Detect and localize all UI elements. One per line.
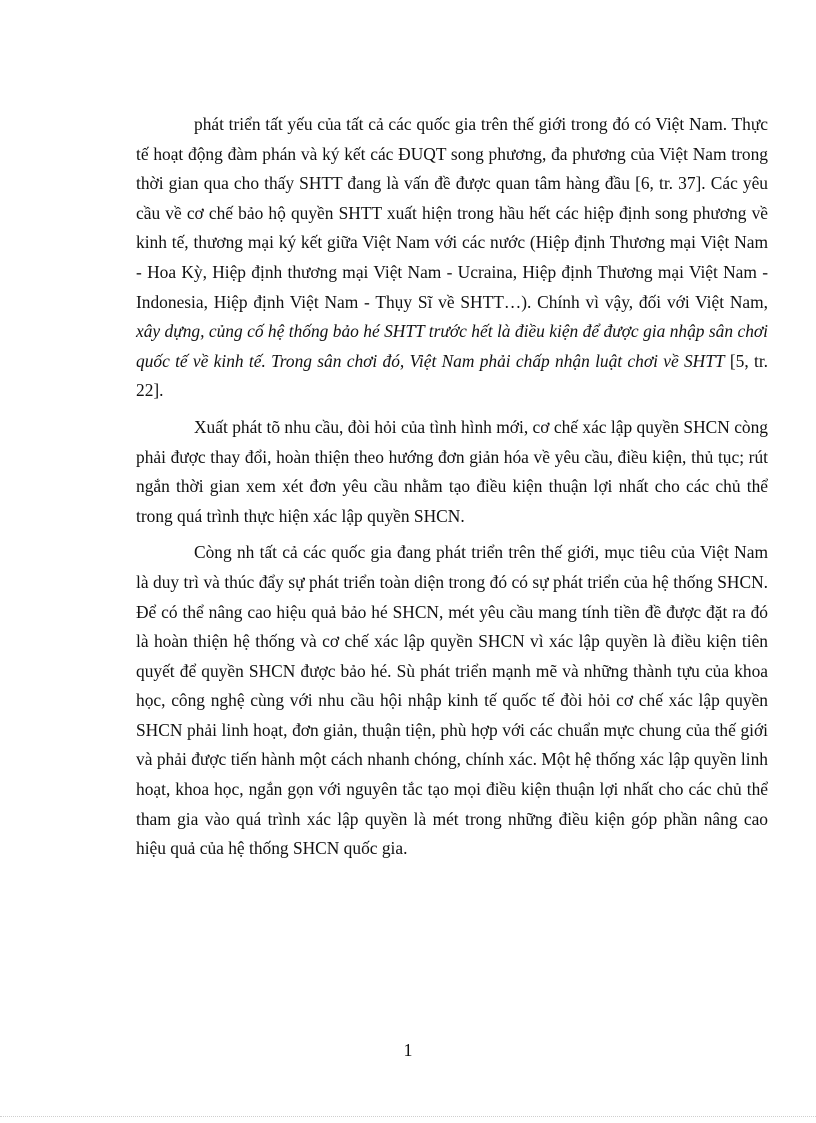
document-page: [136, 110, 768, 871]
paragraph-1: [136, 110, 768, 406]
paragraph-1-citation: [5, tr. 22].: [136, 350, 768, 401]
paragraph-1-italic-quote: xây dựng, củng cố hệ thống bảo hé SHTT trước hết là điều kiện để được gia nhập sân chơi quốc tế về kinh tế. Trong sân chơi đó, Việt Nam phải chấp nhận luật chơi về SHTT: [136, 321, 768, 371]
page-number: 1: [403, 1040, 413, 1060]
page-bottom-divider: [0, 1116, 816, 1117]
paragraph-1-text: phát triển tất yếu của tất cả các quốc gia trên thế giới trong đó có Việt Nam. Thực tế hoạt động đàm phán và ký kết các ĐUQT song phương, đa phương của Việt Nam trong thời gian qua cho thấy SHTT đang là vấn đề được quan tâm hàng đầu [6, tr. 37]. Các yêu cầu về cơ chế bảo hộ quyền SHTT xuất hiện trong hầu hết các hiệp định song phương về kinh tế, thương mại ký kết giữa Việt Nam với các nước (Hiệp định Thương mại Việt Nam - Hoa Kỳ, Hiệp định thương mại Việt Nam - Ucraina, Hiệp định Thương mại Việt Nam - Indonesia, Hiệp định Việt Nam - Thụy Sĩ về SHTT…). Chính vì vậy, đối với Việt Nam,: [136, 114, 768, 312]
paragraph-3: Còng nh tất cả các quốc gia đang phát triển trên thế giới, mục tiêu của Việt Nam là duy trì và thúc đẩy sự phát triển toàn diện trong đó có sự phát triển của hệ thống SHCN. Để có thể nâng cao hiệu quả bảo hé SHCN, mét yêu cầu mang tính tiền đề được đặt ra đó là hoàn thiện hệ thống và cơ chế xác lập quyền SHCN vì xác lập quyền là điều kiện tiên quyết để quyền SHCN được bảo hé. Sù phát triển mạnh mẽ và những thành tựu của khoa học, công nghệ cùng với nhu cầu hội nhập kinh tế quốc tế đòi hỏi cơ chế xác lập quyền SHCN phải linh hoạt, đơn giản, thuận tiện, phù hợp với các chuẩn mực chung của thế giới và phải được tiến hành một cách nhanh chóng, chính xác. Một hệ thống xác lập quyền linh hoạt, khoa học, ngắn gọn với nguyên tắc tạo mọi điều kiện thuận lợi nhất cho các chủ thể tham gia vào quá trình xác lập quyền là mét trong những điều kiện góp phần nâng cao hiệu quả của hệ thống SHCN quốc gia.: [136, 542, 768, 859]
paragraph-2: Xuất phát tõ nhu cầu, đòi hỏi của tình hình mới, cơ chế xác lập quyền SHCN còng phải được thay đổi, hoàn thiện theo hướng đơn giản hóa về yêu cầu, điều kiện, thủ tục; rút ngắn thời gian xem xét đơn yêu cầu nhằm tạo điều kiện thuận lợi nhất cho các chủ thể trong quá trình thực hiện xác lập quyền SHCN.: [136, 416, 768, 526]
